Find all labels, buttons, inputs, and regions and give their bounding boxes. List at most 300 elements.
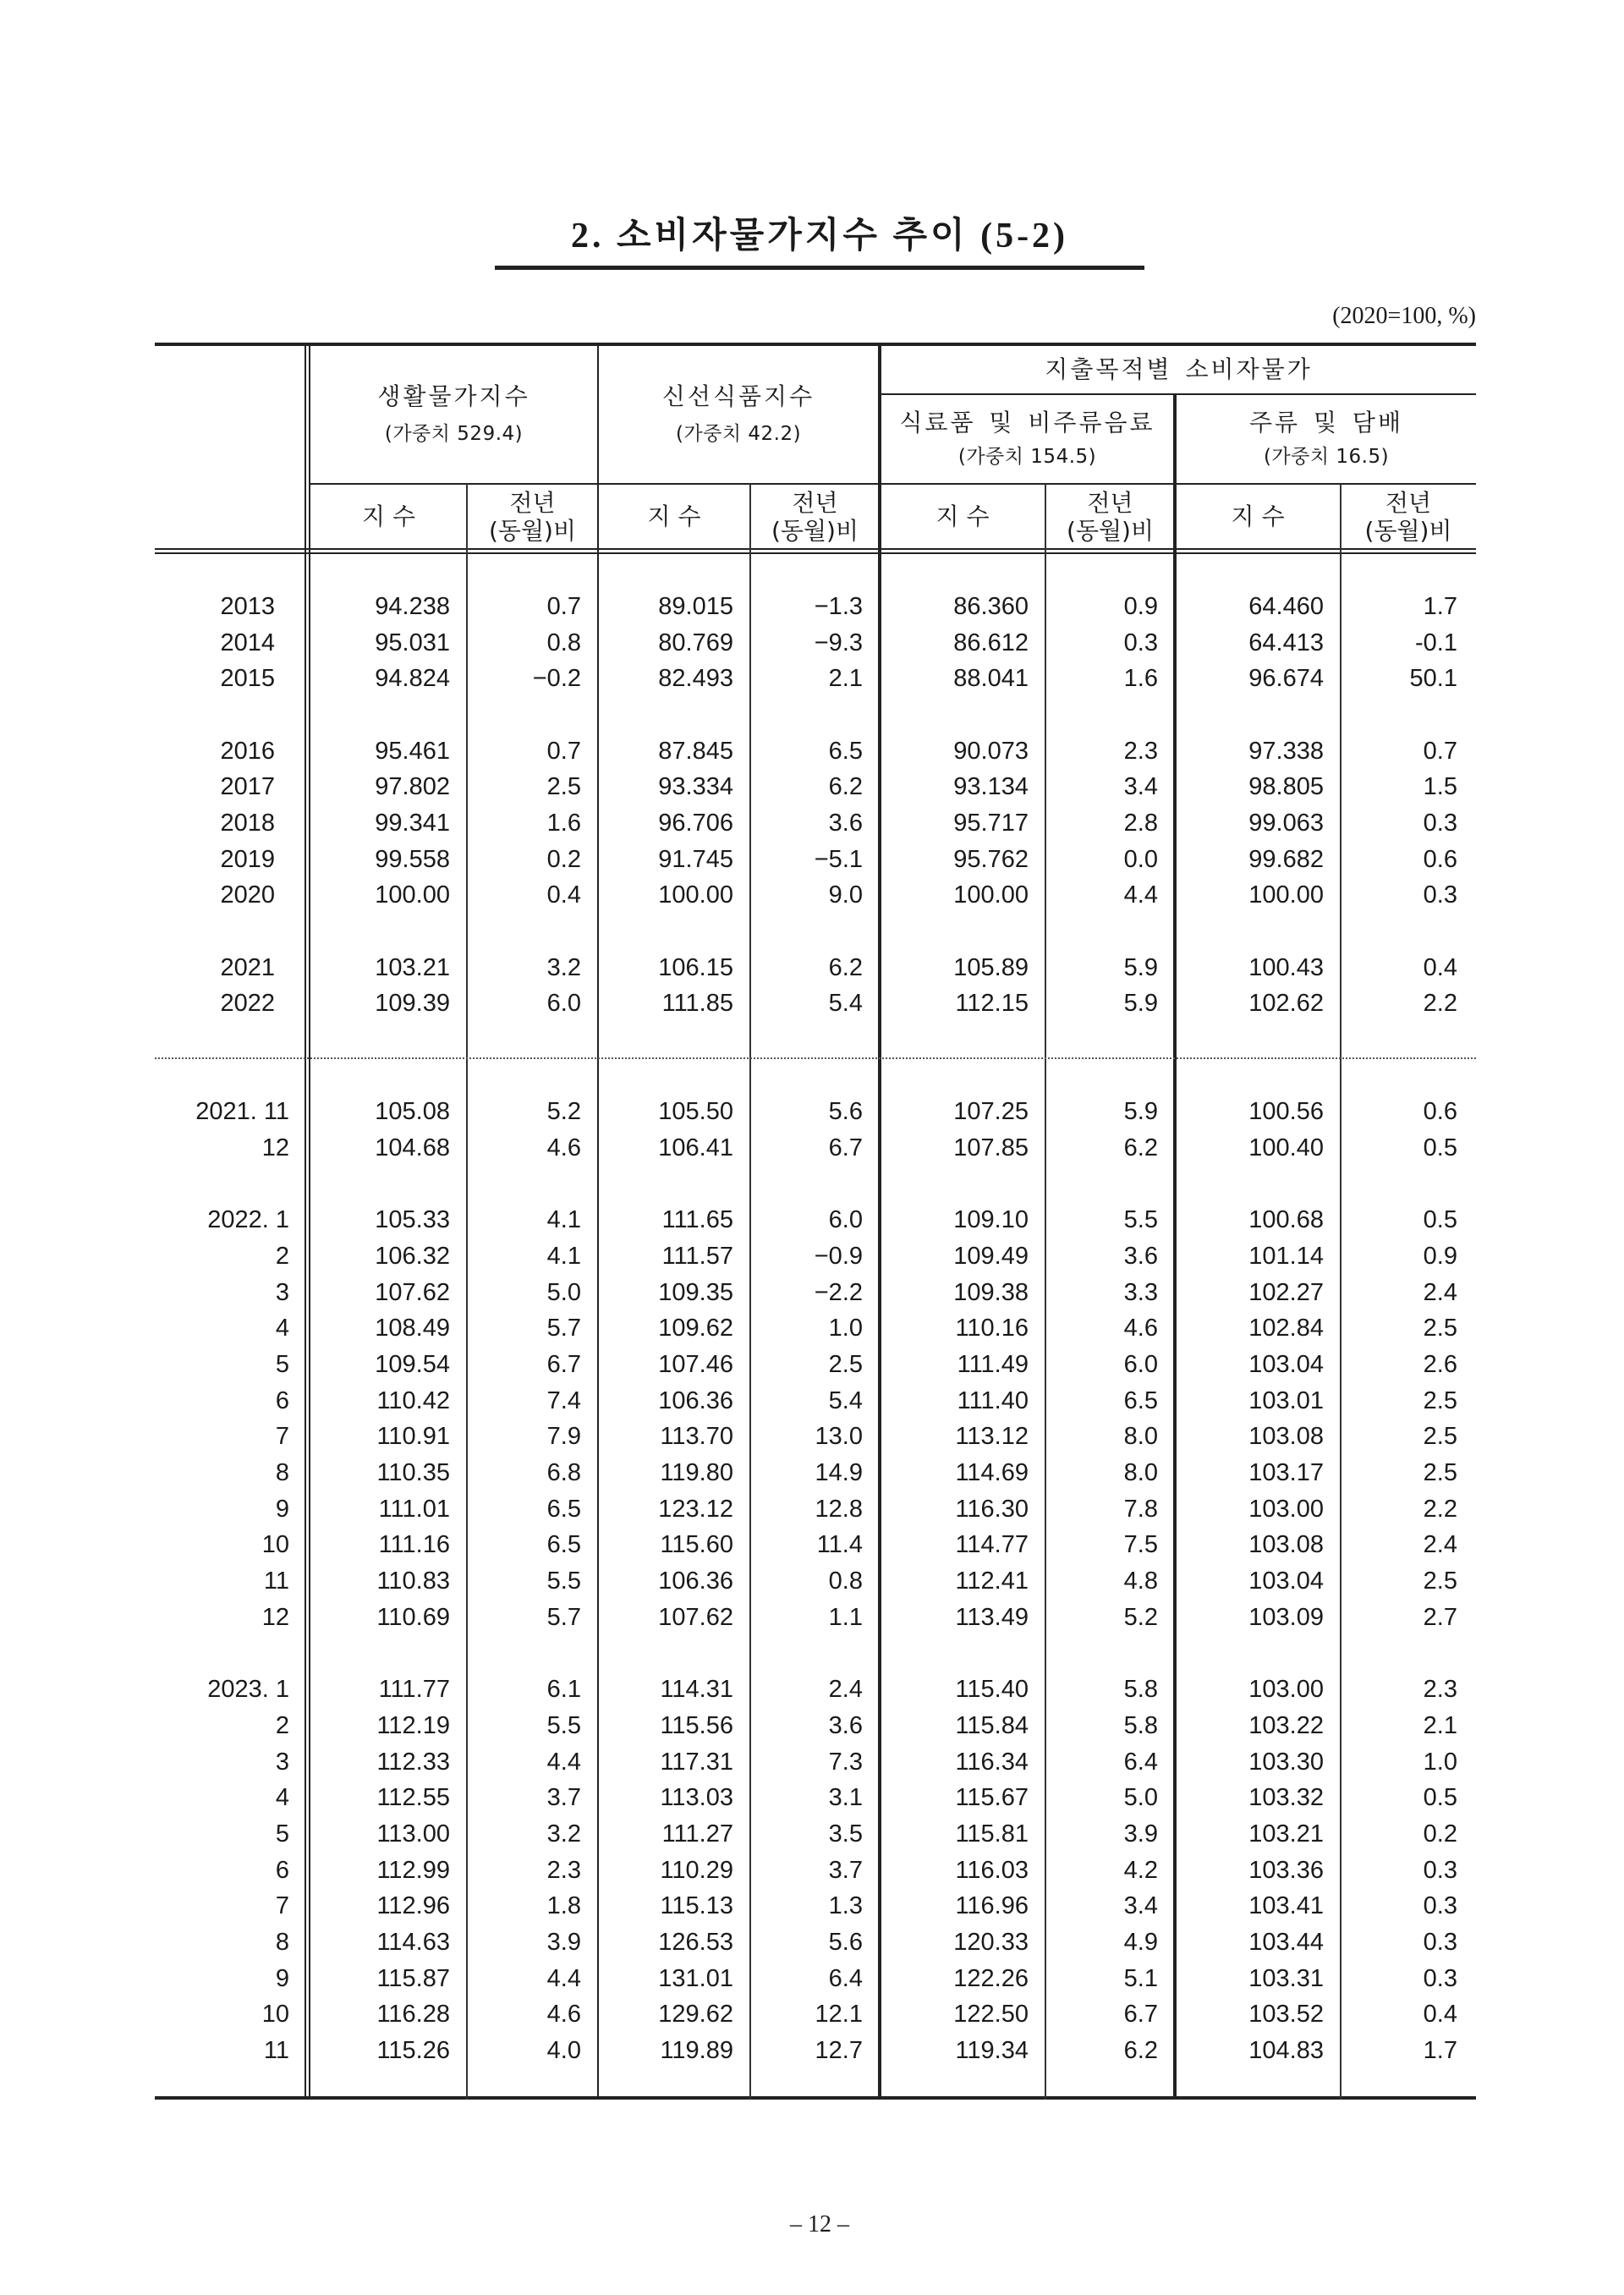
food-change-cell: 5.9 [1123, 990, 1158, 1018]
living-index-cell: 110.69 [376, 1603, 450, 1631]
fresh-change-cell: 3.5 [828, 1820, 863, 1848]
food-index-cell: 113.12 [955, 1423, 1029, 1451]
fresh-change-cell: 9.0 [828, 881, 863, 909]
food-index-cell: 111.40 [957, 1386, 1029, 1414]
fresh-index-cell: 111.27 [661, 1820, 733, 1848]
alcohol-index-cell: 103.22 [1248, 1711, 1324, 1739]
living-index-subheader [310, 485, 467, 548]
fresh-index-cell: 119.80 [660, 1459, 733, 1487]
living-index-cell: 112.96 [376, 1892, 450, 1920]
food-index-cell: 115.81 [955, 1820, 1029, 1848]
fresh-change-cell: 1.3 [828, 1892, 863, 1920]
food-change-cell: 5.9 [1123, 953, 1158, 981]
food-change-cell: 6.0 [1123, 1351, 1158, 1379]
period-label: 5 [275, 1820, 289, 1848]
change-label-line1: 전년 [792, 488, 838, 517]
alcohol-index-subheader [1175, 485, 1341, 548]
fresh-index-cell: 107.62 [658, 1603, 733, 1631]
alcohol-change-cell: 2.4 [1423, 1531, 1457, 1559]
living-index-cell: 105.33 [375, 1206, 450, 1234]
food-index-cell: 105.89 [953, 953, 1029, 981]
fresh-change-cell: 12.1 [815, 2001, 863, 2029]
fresh-index-cell: 96.706 [658, 810, 733, 837]
living-index-cell: 112.19 [376, 1711, 450, 1739]
fresh-index-cell: 93.334 [658, 773, 733, 801]
table-row [155, 625, 1476, 662]
fresh-index-cell: 82.493 [658, 665, 733, 693]
food-index-cell: 95.762 [953, 845, 1029, 873]
period-label: 2023. 1 [207, 1676, 289, 1704]
table-row [155, 661, 1476, 697]
alcohol-column-header [1177, 395, 1476, 483]
fresh-index-cell: 110.29 [660, 1856, 733, 1884]
fresh-change-cell: 3.7 [828, 1856, 863, 1884]
alcohol-change-cell: 0.4 [1423, 953, 1457, 981]
alcohol-index-cell: 100.43 [1248, 953, 1324, 981]
food-index-cell: 90.073 [953, 737, 1029, 765]
alcohol-change-cell: 2.1 [1423, 1711, 1457, 1739]
period-label: 2016 [220, 737, 275, 765]
fresh-change-cell: 6.0 [828, 1206, 863, 1234]
period-label: 5 [275, 1351, 289, 1379]
living-index-cell: 112.33 [376, 1748, 450, 1776]
fresh-index-cell: 123.12 [658, 1495, 733, 1523]
table-row [155, 1672, 1476, 1708]
food-change-cell: 2.8 [1123, 810, 1158, 837]
alcohol-index-cell: 103.09 [1248, 1603, 1324, 1631]
food-change-cell: 6.2 [1123, 2036, 1158, 2064]
alcohol-change-cell: 2.5 [1423, 1315, 1457, 1342]
living-change-cell: 5.0 [546, 1278, 581, 1306]
table-body [155, 589, 1476, 2069]
alcohol-index-cell: 100.56 [1248, 1098, 1324, 1126]
alcohol-change-cell: 2.2 [1423, 990, 1457, 1018]
table-row [155, 1563, 1476, 1600]
food-change-cell: 3.6 [1123, 1243, 1158, 1271]
fresh-index-cell: 131.01 [658, 1964, 733, 1992]
food-index-cell: 122.50 [953, 2001, 1029, 2029]
alcohol-index-cell: 104.83 [1248, 2036, 1324, 2064]
living-index-cell: 110.35 [376, 1459, 450, 1487]
living-change-cell: 1.6 [546, 810, 581, 837]
alcohol-change-cell: 50.1 [1409, 665, 1457, 693]
fresh-change-cell: 12.7 [815, 2036, 863, 2064]
food-column-header [881, 395, 1173, 483]
period-label: 2 [275, 1711, 289, 1739]
living-column-header [310, 346, 597, 483]
food-index-cell: 109.10 [953, 1206, 1029, 1234]
living-index-title: 생활물가지수 [377, 382, 530, 410]
alcohol-change-cell: 0.3 [1423, 881, 1457, 909]
index-label: 지수 [647, 502, 709, 530]
fresh-index-cell: 111.57 [661, 1243, 733, 1271]
alcohol-index-cell: 103.30 [1248, 1748, 1324, 1776]
period-label: 6 [275, 1386, 289, 1414]
food-index-cell: 115.84 [955, 1711, 1029, 1739]
fresh-index-cell: 115.13 [660, 1892, 733, 1920]
living-index-cell: 100.00 [375, 881, 450, 909]
living-change-cell: 0.2 [546, 845, 581, 873]
alcohol-index-cell: 103.04 [1248, 1568, 1324, 1595]
fresh-index-cell: 91.745 [658, 845, 733, 873]
alcohol-index-cell: 98.805 [1248, 773, 1324, 801]
food-change-cell: 5.8 [1123, 1676, 1158, 1704]
food-index-cell: 113.49 [955, 1603, 1029, 1631]
page-title: 2. 소비자물가지수 추이 (5-2) [570, 217, 1069, 255]
fresh-change-cell: 6.2 [828, 773, 863, 801]
period-label: 7 [275, 1892, 289, 1920]
food-index-cell: 86.360 [953, 593, 1029, 620]
fresh-change-cell: 6.4 [828, 1964, 863, 1992]
table-row [155, 1310, 1476, 1347]
living-index-cell: 108.49 [375, 1315, 450, 1342]
table-row [155, 1275, 1476, 1311]
index-label: 지수 [1231, 502, 1292, 530]
living-index-cell: 109.54 [375, 1351, 450, 1379]
period-label: 2013 [220, 593, 275, 620]
fresh-change-cell: −0.9 [814, 1243, 863, 1271]
food-change-cell: 7.8 [1123, 1495, 1158, 1523]
period-label: 2022. 1 [207, 1206, 289, 1234]
fresh-change-cell: 0.8 [828, 1568, 863, 1595]
fresh-change-cell: 11.4 [816, 1531, 863, 1559]
food-index-cell: 114.69 [955, 1459, 1029, 1487]
food-change-cell: 0.3 [1123, 629, 1158, 656]
period-label: 11 [263, 1568, 289, 1595]
food-change-cell: 8.0 [1123, 1423, 1158, 1451]
table-bottom-border [155, 2096, 1476, 2100]
alcohol-index-cell: 103.08 [1248, 1531, 1324, 1559]
living-index-cell: 113.00 [376, 1820, 450, 1848]
food-index-cell: 112.15 [955, 990, 1029, 1018]
fresh-index-cell: 106.15 [658, 953, 733, 981]
table-row [155, 1238, 1476, 1275]
fresh-weight-label: (가중치 42.2) [675, 423, 802, 445]
fresh-index-cell: 119.89 [660, 2036, 733, 2064]
fresh-index-cell: 107.46 [658, 1351, 733, 1379]
food-index-cell: 122.26 [953, 1964, 1029, 1992]
fresh-index-cell: 109.62 [658, 1315, 733, 1342]
food-change-cell: 8.0 [1123, 1459, 1158, 1487]
table-row [155, 1455, 1476, 1491]
table-row [155, 1094, 1476, 1130]
alcohol-change-cell: 0.6 [1423, 1098, 1457, 1126]
period-label: 2021. 11 [195, 1098, 289, 1126]
living-index-cell: 94.824 [375, 665, 450, 693]
alcohol-change-cell: 0.6 [1423, 845, 1457, 873]
period-label: 2019 [220, 845, 275, 873]
fresh-change-cell: 5.4 [828, 1386, 863, 1414]
alcohol-weight-label: (가중치 16.5) [1263, 446, 1390, 468]
living-change-cell: 6.7 [546, 1351, 581, 1379]
food-change-cell: 5.1 [1123, 1964, 1158, 1992]
period-label: 4 [275, 1315, 289, 1342]
period-label: 10 [261, 1531, 289, 1559]
period-label: 11 [263, 2036, 289, 2064]
food-index-cell: 93.134 [953, 773, 1029, 801]
cpi-trend-table [155, 343, 1476, 2100]
alcohol-index-cell: 99.063 [1248, 810, 1324, 837]
living-change-cell: 5.7 [546, 1315, 581, 1342]
food-change-cell: 5.9 [1123, 1098, 1158, 1126]
period-label: 2021 [220, 953, 275, 981]
table-row [155, 1996, 1476, 2033]
table-row [155, 842, 1476, 878]
living-index-cell: 106.32 [375, 1243, 450, 1271]
change-label-line2: (동월)비 [1067, 516, 1154, 545]
food-change-cell: 3.3 [1123, 1278, 1158, 1306]
change-label-line2: (동월)비 [771, 516, 859, 545]
living-index-cell: 99.558 [375, 845, 450, 873]
alcohol-change-cell: 2.5 [1423, 1568, 1457, 1595]
table-row [155, 589, 1476, 625]
alcohol-index-cell: 103.41 [1248, 1892, 1324, 1920]
alcohol-change-cell: 0.5 [1423, 1206, 1457, 1234]
alcohol-change-cell: 0.2 [1423, 1820, 1457, 1848]
alcohol-index-cell: 103.04 [1248, 1351, 1324, 1379]
living-change-cell: 2.3 [546, 1856, 581, 1884]
living-change-cell: 0.7 [546, 593, 581, 620]
alcohol-change-cell: 0.9 [1423, 1243, 1457, 1271]
food-index-cell: 107.25 [953, 1098, 1029, 1126]
living-index-cell: 111.16 [378, 1531, 450, 1559]
page-number: – 12 – [790, 2211, 849, 2237]
food-index-cell: 119.34 [955, 2036, 1029, 2064]
living-index-cell: 107.62 [375, 1278, 450, 1306]
living-change-cell: 0.4 [546, 881, 581, 909]
fresh-change-cell: 2.1 [828, 665, 863, 693]
table-row [155, 1961, 1476, 1997]
fresh-index-cell: 115.60 [660, 1531, 733, 1559]
food-change-cell: 6.7 [1123, 2001, 1158, 2029]
period-label: 9 [275, 1495, 289, 1523]
food-change-cell: 4.8 [1123, 1568, 1158, 1595]
food-change-cell: 7.5 [1123, 1531, 1158, 1559]
living-change-cell: 7.4 [546, 1386, 581, 1414]
table-row [155, 769, 1476, 805]
living-index-cell: 111.77 [378, 1676, 450, 1704]
period-label: 3 [275, 1748, 289, 1776]
alcohol-index-cell: 103.17 [1248, 1459, 1324, 1487]
food-change-cell: 6.5 [1123, 1386, 1158, 1414]
alcohol-index-cell: 97.338 [1248, 737, 1324, 765]
food-beverage-title: 식료품 및 비주류음료 [899, 409, 1155, 436]
fresh-change-cell: 6.5 [828, 737, 863, 765]
food-change-cell: 2.3 [1123, 737, 1158, 765]
period-label: 4 [275, 1784, 289, 1812]
food-index-cell: 115.67 [955, 1784, 1029, 1812]
living-change-cell: 1.8 [546, 1892, 581, 1920]
period-label: 2015 [220, 665, 275, 693]
living-change-subheader [467, 485, 598, 548]
food-change-cell: 4.2 [1123, 1856, 1158, 1884]
table-row [155, 1383, 1476, 1419]
food-index-cell: 115.40 [955, 1676, 1029, 1704]
fresh-change-cell: −2.2 [814, 1278, 863, 1306]
fresh-change-cell: 6.7 [828, 1134, 863, 1162]
food-index-cell: 88.041 [953, 665, 1029, 693]
fresh-change-cell: 1.1 [828, 1603, 863, 1631]
living-change-cell: 0.7 [546, 737, 581, 765]
header-bottom-double-rule [155, 548, 1476, 554]
living-change-cell: 4.4 [546, 1748, 581, 1776]
period-label: 2018 [220, 810, 275, 837]
alcohol-index-cell: 103.36 [1248, 1856, 1324, 1884]
fresh-index-cell: 106.36 [658, 1386, 733, 1414]
living-index-cell: 105.08 [375, 1098, 450, 1126]
period-label: 2017 [220, 773, 275, 801]
dotted-separator-line [155, 1057, 1476, 1059]
living-change-cell: 4.1 [546, 1243, 581, 1271]
food-index-cell: 107.85 [953, 1134, 1029, 1162]
alcohol-change-cell: 0.3 [1423, 1856, 1457, 1884]
living-change-cell: 5.5 [546, 1711, 581, 1739]
fresh-change-subheader [750, 485, 880, 548]
fresh-index-cell: 113.70 [660, 1423, 733, 1451]
living-change-cell: 6.8 [546, 1459, 581, 1487]
living-index-cell: 116.28 [376, 2001, 450, 2029]
alcohol-index-cell: 103.00 [1248, 1676, 1324, 1704]
food-change-cell: 4.6 [1123, 1315, 1158, 1342]
alcohol-change-cell: -0.1 [1415, 629, 1457, 656]
alcohol-index-cell: 100.40 [1248, 1134, 1324, 1162]
living-change-cell: 6.0 [546, 990, 581, 1018]
alcohol-change-cell: 2.5 [1423, 1423, 1457, 1451]
table-row [155, 1202, 1476, 1238]
fresh-index-cell: 100.00 [658, 881, 733, 909]
alcohol-index-cell: 96.674 [1248, 665, 1324, 693]
alcohol-change-cell: 2.5 [1423, 1386, 1457, 1414]
living-change-cell: 4.6 [546, 2001, 581, 2029]
alcohol-change-cell: 2.4 [1423, 1278, 1457, 1306]
living-weight-label: (가중치 529.4) [384, 423, 524, 445]
fresh-index-cell: 87.845 [658, 737, 733, 765]
fresh-change-cell: 14.9 [815, 1459, 863, 1487]
alcohol-index-cell: 103.21 [1248, 1820, 1324, 1848]
food-change-cell: 5.2 [1123, 1603, 1158, 1631]
period-label: 8 [275, 1459, 289, 1487]
group-spacer [155, 697, 1476, 733]
living-index-cell: 94.238 [375, 593, 450, 620]
unit-note: (2020=100, %) [1332, 303, 1476, 329]
living-change-cell: 4.0 [546, 2036, 581, 2064]
living-change-cell: 4.6 [546, 1134, 581, 1162]
living-change-cell: 6.5 [546, 1495, 581, 1523]
alcohol-change-cell: 2.6 [1423, 1351, 1457, 1379]
food-change-cell: 6.2 [1123, 1134, 1158, 1162]
living-index-cell: 111.01 [378, 1495, 450, 1523]
alcohol-change-subheader [1341, 485, 1476, 548]
food-index-cell: 86.612 [953, 629, 1029, 656]
food-index-cell: 116.34 [955, 1748, 1029, 1776]
living-index-cell: 115.26 [376, 2036, 450, 2064]
fresh-change-cell: −5.1 [814, 845, 863, 873]
food-index-cell: 120.33 [953, 1928, 1029, 1956]
fresh-change-cell: 12.8 [815, 1495, 863, 1523]
alcohol-index-cell: 99.682 [1248, 845, 1324, 873]
group-spacer [155, 1167, 1476, 1203]
table-row [155, 1780, 1476, 1816]
living-change-cell: 3.2 [546, 953, 581, 981]
living-index-cell: 104.68 [375, 1134, 450, 1162]
food-index-cell: 109.49 [953, 1243, 1029, 1271]
alcohol-change-cell: 1.0 [1423, 1748, 1457, 1776]
living-index-cell: 103.21 [375, 953, 450, 981]
living-change-cell: 3.2 [546, 1820, 581, 1848]
food-index-subheader [880, 485, 1045, 548]
period-label: 12 [261, 1134, 289, 1162]
alcohol-index-cell: 103.32 [1248, 1784, 1324, 1812]
alcohol-index-cell: 103.31 [1248, 1964, 1324, 1992]
food-change-cell: 3.9 [1123, 1820, 1158, 1848]
alcohol-tobacco-title: 주류 및 담배 [1248, 409, 1404, 436]
fresh-index-cell: 111.65 [661, 1206, 733, 1234]
alcohol-index-cell: 100.68 [1248, 1206, 1324, 1234]
fresh-change-cell: 2.5 [828, 1351, 863, 1379]
table-row [155, 1600, 1476, 1636]
fresh-index-cell: 105.50 [658, 1098, 733, 1126]
fresh-change-cell: 6.2 [828, 953, 863, 981]
living-index-cell: 97.802 [375, 773, 450, 801]
fresh-index-cell: 126.53 [658, 1928, 733, 1956]
fresh-change-cell: 5.4 [828, 990, 863, 1018]
living-change-cell: 3.7 [546, 1784, 581, 1812]
food-change-cell: 1.6 [1123, 665, 1158, 693]
table-row [155, 1527, 1476, 1563]
alcohol-change-cell: 1.5 [1423, 773, 1457, 801]
living-change-cell: 5.5 [546, 1568, 581, 1595]
alcohol-change-cell: 2.7 [1423, 1603, 1457, 1631]
food-weight-label: (가중치 154.5) [957, 446, 1097, 468]
food-change-subheader [1045, 485, 1175, 548]
fresh-index-cell: 80.769 [658, 629, 733, 656]
alcohol-change-cell: 1.7 [1423, 2036, 1457, 2064]
period-label: 6 [275, 1856, 289, 1884]
expenditure-group-title: 지출목적별 소비자물가 [1045, 355, 1313, 383]
living-change-cell: 7.9 [546, 1423, 581, 1451]
food-index-cell: 116.96 [955, 1892, 1029, 1920]
change-label-line1: 전년 [1087, 488, 1133, 517]
table-row [155, 1708, 1476, 1744]
annual-monthly-separator [155, 1022, 1476, 1094]
table-row [155, 950, 1476, 986]
alcohol-change-cell: 0.3 [1423, 1964, 1457, 1992]
living-change-cell: 0.8 [546, 629, 581, 656]
fresh-change-cell: −9.3 [814, 629, 863, 656]
period-label: 12 [261, 1603, 289, 1631]
living-index-cell: 112.99 [376, 1856, 450, 1884]
group-spacer [155, 914, 1476, 950]
food-index-cell: 109.38 [953, 1278, 1029, 1306]
table-row [155, 986, 1476, 1022]
fresh-index-cell: 117.31 [660, 1748, 733, 1776]
fresh-change-cell: 2.4 [828, 1676, 863, 1704]
table-row [155, 1491, 1476, 1528]
alcohol-change-cell: 0.3 [1423, 1892, 1457, 1920]
fresh-column-header [599, 346, 878, 483]
group-spacer [155, 1636, 1476, 1672]
alcohol-index-cell: 101.14 [1248, 1243, 1324, 1271]
index-label: 지수 [361, 502, 424, 530]
table-row [155, 1130, 1476, 1167]
alcohol-index-cell: 64.460 [1248, 593, 1324, 620]
living-index-cell: 110.83 [376, 1568, 450, 1595]
table-row [155, 1744, 1476, 1781]
fresh-change-cell: 13.0 [815, 1423, 863, 1451]
change-label-line2: (동월)비 [489, 516, 576, 545]
living-change-cell: 4.4 [546, 1964, 581, 1992]
living-change-cell: 5.2 [546, 1098, 581, 1126]
